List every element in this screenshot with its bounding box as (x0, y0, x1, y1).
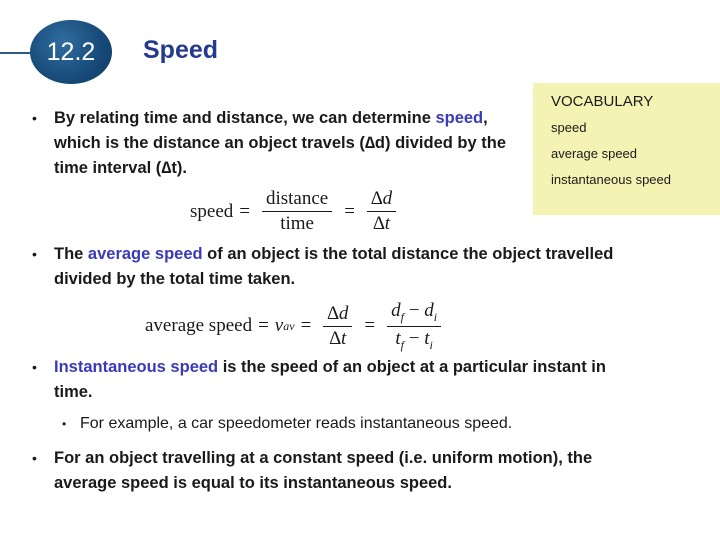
term-instantaneous-speed: Instantaneous speed (54, 358, 219, 376)
term-speed: speed (435, 109, 484, 127)
formula-speed: speed = $\frac{\text{distance}}{\text{time}}$ = $\frac{\Delta d}{\Delta t}$ (190, 188, 402, 235)
fraction-delta-d-delta-t: $\frac{\Delta d}{\Delta t}$ (367, 188, 396, 235)
vocabulary-item-average-speed: average speed (551, 146, 638, 161)
sub-bullet-speedometer: • For example, a car speedometer reads instantaneous speed. (62, 412, 512, 436)
term-average-speed: average speed (87, 245, 203, 263)
fraction-distance-time: $\frac{\text{distance}}{\text{time}}$ (262, 188, 332, 235)
bullet-dot: • (32, 246, 37, 262)
bullet-instantaneous-speed: • Instantaneous speed is the speed of an object at a particular instant in time. (32, 355, 614, 405)
bullet-speed-definition: • By relating time and distance, we can determine speed, which is the distance an object travels (∆d) divided by the time interval (∆t). (32, 106, 524, 181)
vocabulary-item-instantaneous-speed: instantaneous speed (551, 172, 671, 187)
vocabulary-item-speed: speed (551, 120, 587, 135)
formula-average-speed: average speed = v av = $\frac{\Delta d}{\Delta t}$ = $\frac{d_f - d_i}{t_f - t_i}$ (145, 300, 447, 353)
section-number-badge (30, 20, 112, 84)
vocabulary-box (533, 83, 720, 215)
bullet-dot: • (32, 450, 37, 466)
bullet-average-speed: • The average speed of an object is the total distance the object travelled divided by the total time taken. (32, 242, 654, 292)
section-number: 12.2 (46, 37, 96, 66)
bullet-constant-speed: • For an object travelling at a constant speed (i.e. uniform motion), the average speed is equal to its instantaneous speed. (32, 446, 654, 496)
bullet-dot: • (32, 110, 37, 126)
bullet-dot: • (32, 359, 37, 375)
bullet-dot: • (62, 417, 67, 431)
vocabulary-heading: VOCABULARY (551, 93, 654, 110)
fraction-delta-d-delta-t: $\frac{\Delta d}{\Delta t}$ (323, 303, 352, 350)
page-title: Speed (143, 36, 219, 64)
fraction-final-initial: $\frac{d_f - d_i}{t_f - t_i}$ (387, 300, 441, 353)
